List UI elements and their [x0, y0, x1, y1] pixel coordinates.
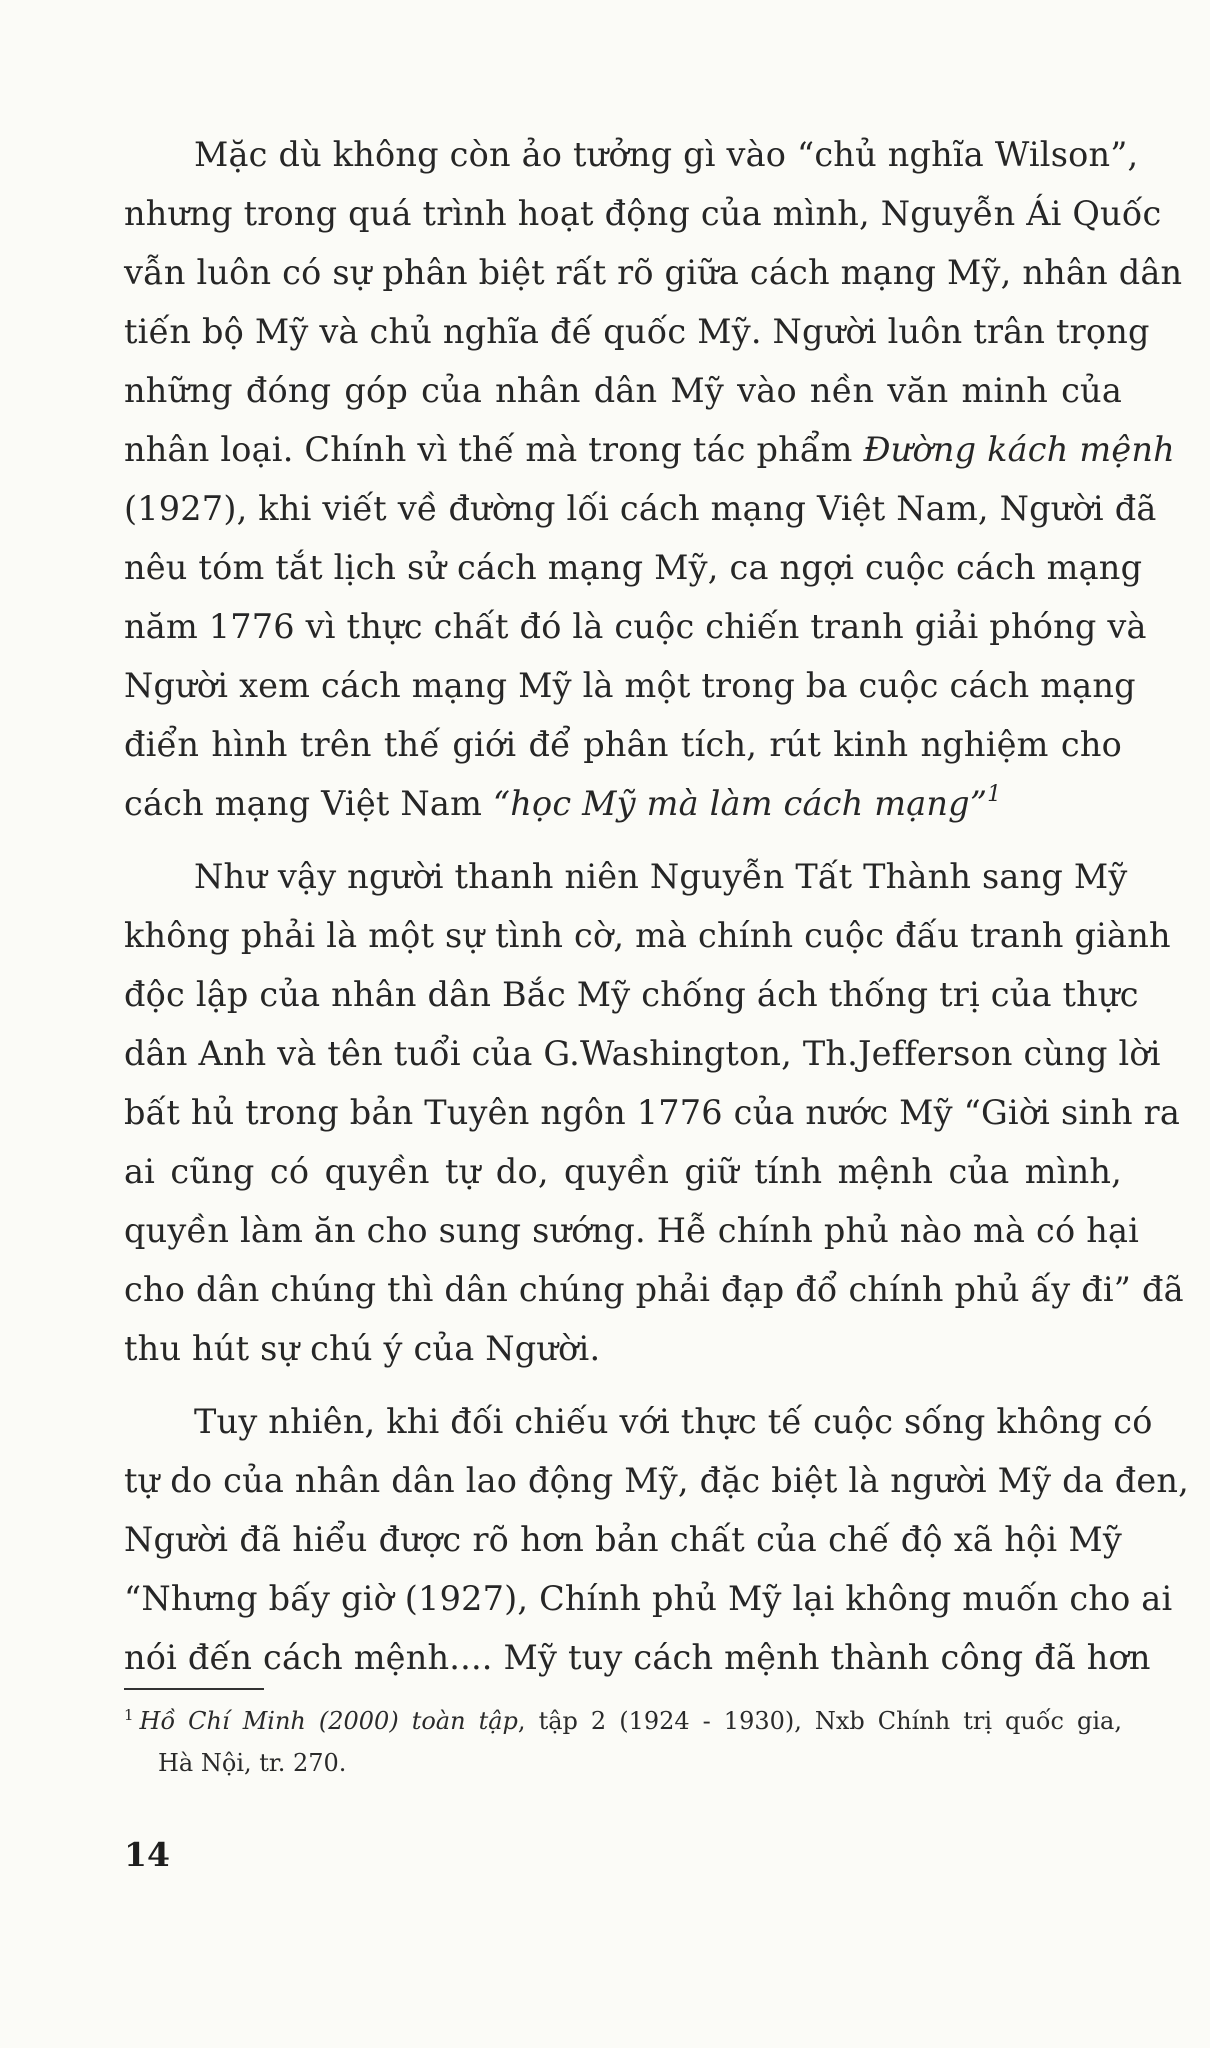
paragraph-3-line-1: Tuy nhiên, khi đối chiếu với thực tế cuộc sống không có — [194, 1402, 1153, 1441]
quote-hoc-my: “học Mỹ mà làm cách mạng” — [492, 784, 988, 823]
paragraph-1-line-10: Người xem cách mạng Mỹ là một trong ba cuộc cách mạng — [124, 666, 1136, 705]
paragraph-1-line-4: tiến bộ Mỹ và chủ nghĩa đế quốc Mỹ. Người luôn trân trọng — [124, 312, 1150, 351]
paragraph-1-line-12-text: cách mạng Việt Nam — [124, 784, 493, 823]
footnote-line-2: Hà Nội, tr. 270. — [158, 1749, 347, 1777]
paragraph-2-line-3: độc lập của nhân dân Bắc Mỹ chống ách thống trị của thực — [124, 975, 1139, 1014]
paragraph-1-line-12 — [124, 774, 1122, 833]
paragraph-1-line-1: Mặc dù không còn ảo tưởng gì vào “chủ nghĩa Wilson”, — [194, 135, 1139, 174]
book-title-duong-kach-menh: Đường kách mệnh — [863, 430, 1175, 469]
paragraph-3-line-5: nói đến cách mệnh.... Mỹ tuy cách mệnh thành công đã hơn — [124, 1638, 1151, 1677]
paragraph-2-line-2: không phải là một sự tình cờ, mà chính cuộc đấu tranh giành — [124, 916, 1171, 955]
paragraph-1-line-11: điển hình trên thế giới để phân tích, rút kinh nghiệm cho — [124, 725, 1122, 764]
paragraph-1-line-6 — [124, 420, 1175, 479]
paragraph-1-line-3: vẫn luôn có sự phân biệt rất rõ giữa cách mạng Mỹ, nhân dân — [124, 253, 1183, 292]
paragraph-2-line-4: dân Anh và tên tuổi của G.Washington, Th.Jefferson cùng lời — [124, 1034, 1161, 1073]
body-text — [124, 125, 1190, 1687]
paragraph-3-line-2: tự do của nhân dân lao động Mỹ, đặc biệt là người Mỹ da đen, — [124, 1461, 1190, 1500]
footnote-divider — [124, 1688, 264, 1690]
footnote-source-details: , tập 2 (1924 - 1930), Nxb Chính trị quốc gia, — [517, 1707, 1122, 1735]
paragraph-3-line-4: “Nhưng bấy giờ (1927), Chính phủ Mỹ lại không muốn cho ai — [124, 1579, 1173, 1618]
paragraph-2-line-6: ai cũng có quyền tự do, quyền giữ tính mệnh của mình, — [124, 1152, 1122, 1191]
paragraph-3-line-3: Người đã hiểu được rõ hơn bản chất của chế độ xã hội Mỹ — [124, 1520, 1122, 1559]
footnote-line-1 — [124, 1700, 1122, 1742]
paragraph-2-line-8: cho dân chúng thì dân chúng phải đạp đổ chính phủ ấy đi” đã — [124, 1270, 1184, 1309]
paragraph-1-line-2: nhưng trong quá trình hoạt động của mình, Nguyễn Ái Quốc — [124, 194, 1162, 233]
page-number: 14 — [124, 1835, 170, 1874]
paragraph-2-line-1: Như vậy người thanh niên Nguyễn Tất Thành sang Mỹ — [194, 857, 1128, 896]
paragraph-1-line-7: (1927), khi viết về đường lối cách mạng Việt Nam, Người đã — [124, 489, 1157, 528]
footnote-reference[interactable]: 1 — [987, 782, 1002, 807]
paragraph-2-line-5: bất hủ trong bản Tuyên ngôn 1776 của nước Mỹ “Giời sinh ra — [124, 1093, 1181, 1132]
paragraph-1-line-6-text: nhân loại. Chính vì thế mà trong tác phẩm — [124, 430, 864, 469]
paragraph-2-line-7: quyền làm ăn cho sung sướng. Hễ chính phủ nào mà có hại — [124, 1211, 1140, 1250]
footnotes — [124, 1700, 1122, 1784]
paragraph-1-line-9: năm 1776 vì thực chất đó là cuộc chiến tranh giải phóng và — [124, 607, 1147, 646]
footnote-source-title: Hồ Chí Minh (2000) toàn tập — [139, 1707, 518, 1735]
footnote-number: 1 — [124, 1706, 134, 1724]
paragraph-2-line-9: thu hút sự chú ý của Người. — [124, 1329, 601, 1368]
paragraph-1-line-5: những đóng góp của nhân dân Mỹ vào nền văn minh của — [124, 371, 1122, 410]
paragraph-1-line-8: nêu tóm tắt lịch sử cách mạng Mỹ, ca ngợi cuộc cách mạng — [124, 548, 1143, 587]
